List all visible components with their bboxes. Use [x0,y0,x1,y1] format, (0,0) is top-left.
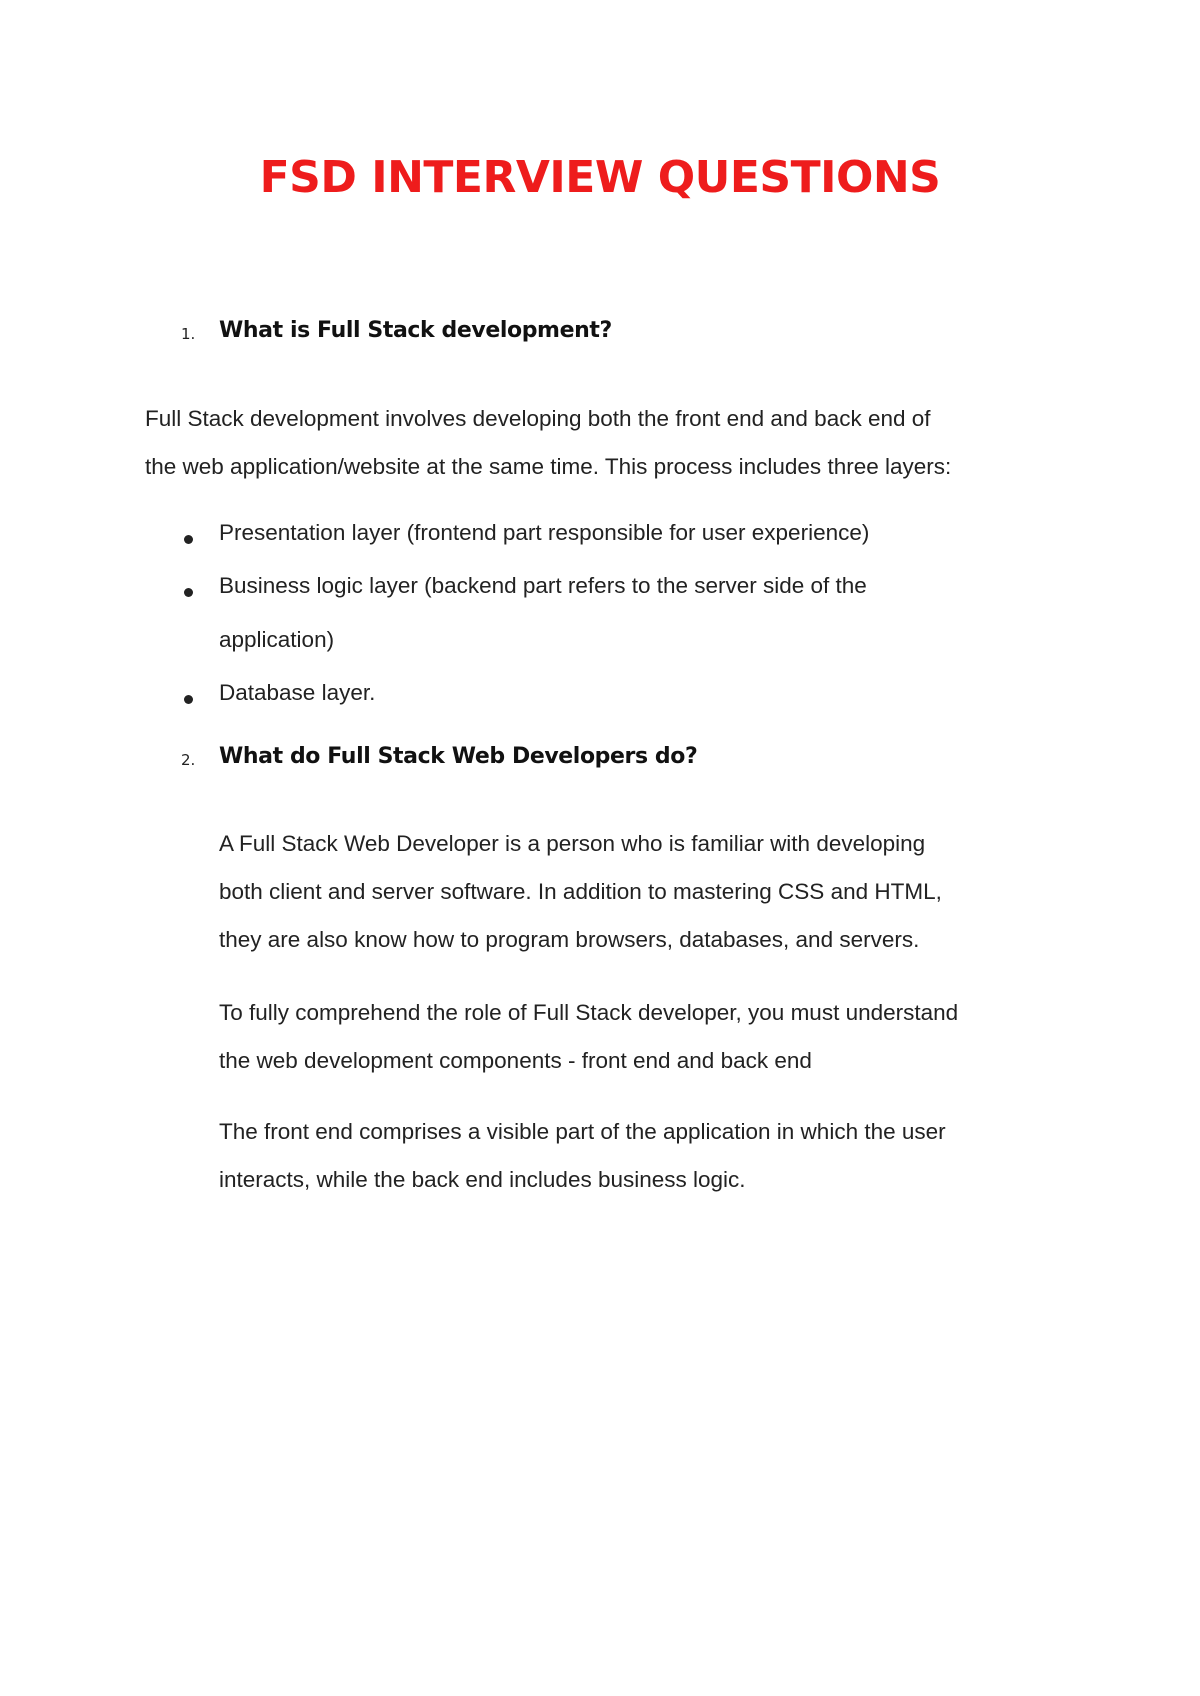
paragraph-line: the web development components - front end and back end [219,1048,812,1073]
question-2-paragraph-1 [219,820,942,964]
paragraph-line: The front end comprises a visible part of the application in which the user [219,1119,946,1144]
paragraph-line: they are also know how to program browsers, databases, and servers. [219,927,920,952]
question-text: What is Full Stack development? [219,318,612,343]
paragraph-line: interacts, while the back end includes business logic. [219,1167,746,1192]
bullet-icon [184,695,193,704]
list-item [182,571,1082,678]
list-item-text: Presentation layer (frontend part responsible for user experience) [219,520,870,545]
question-text: What do Full Stack Web Developers do? [219,744,698,769]
paragraph-line: both client and server software. In addition to mastering CSS and HTML, [219,879,942,904]
answer-line: the web application/website at the same time. This process includes three layers: [145,454,952,479]
answer-line: Full Stack development involves developing both the front end and back end of [145,406,931,431]
question-number: 1. [181,325,196,343]
question-number: 2. [181,751,196,769]
bullet-icon [184,535,193,544]
question-2-paragraph-3 [219,1108,946,1204]
paragraph-line: To fully comprehend the role of Full Stack developer, you must understand [219,1000,959,1025]
list-item-text: application) [219,627,335,652]
bullet-icon [184,588,193,597]
layers-list [182,518,1082,731]
list-item [182,678,1082,731]
list-item-text: Business logic layer (backend part refers to the server side of the [219,573,867,598]
question-2-paragraph-2 [219,989,958,1085]
paragraph-line: A Full Stack Web Developer is a person who is familiar with developing [219,831,926,856]
document-title: FSD INTERVIEW QUESTIONS [259,152,941,203]
list-item-text: Database layer. [219,680,376,705]
question-1-answer [145,395,951,491]
